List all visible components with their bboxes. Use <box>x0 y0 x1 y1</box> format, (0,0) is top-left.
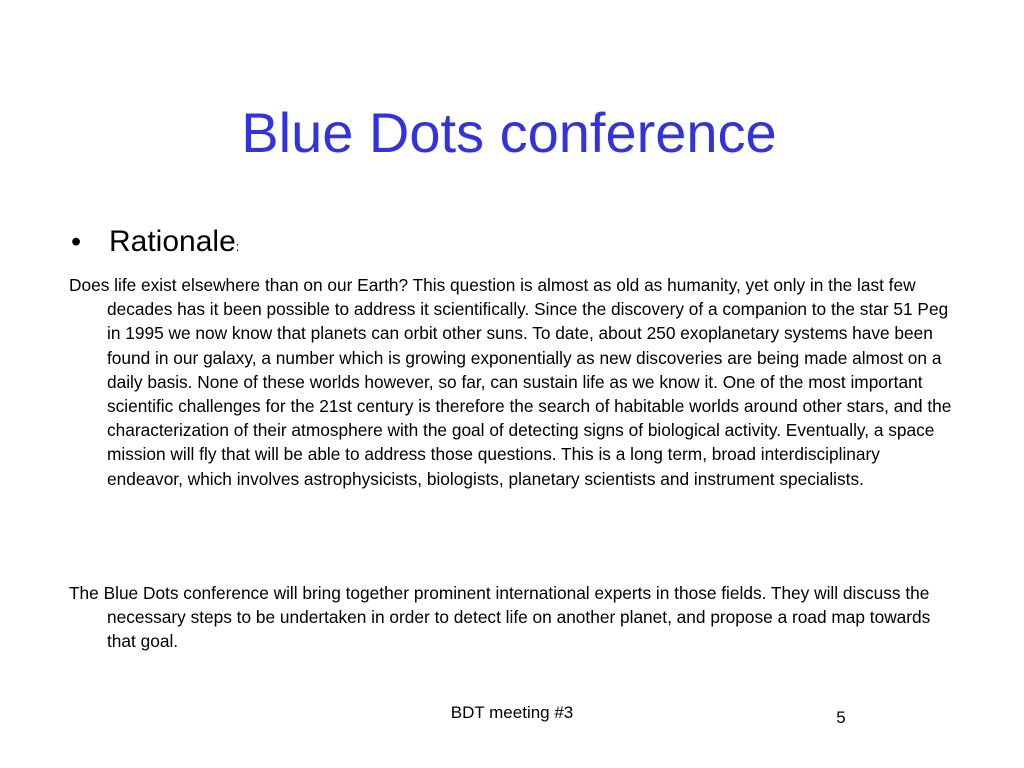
bullet-dot-icon: • <box>71 226 82 258</box>
slide-title: Blue Dots conference <box>241 101 777 164</box>
bullet-item-rationale <box>71 222 239 262</box>
page-number: 5 <box>836 708 846 727</box>
conference-paragraph: The Blue Dots conference will bring together prominent international experts in those fields. They will discuss the necessary steps to be undertaken in order to detect life on another planet, and propose a road map towards that goal. <box>69 583 931 652</box>
bullet-label: Rationale <box>109 225 236 258</box>
rationale-paragraph: Does life exist elsewhere than on our Earth? This question is almost as old as humanity, yet only in the last few decades has it been possible to address it scientifically. Since the discovery of a companion to the star 51 Peg in 1995 we now know that planets can orbit other suns. To date, about 250 exoplanetary systems have been found in our galaxy, a number which is growing exponentially as new discoveries are being made almost on a daily basis. None of these worlds however, so far, can sustain life as we know it. One of the most important scientific challenges for the 21st century is therefore the search of habitable worlds around other stars, and the characterization of their atmosphere with the goal of detecting signs of biological activity. Eventually, a space mission will fly that will be able to address those questions. This is a long term, broad interdisciplinary endeavor, which involves astrophysicists, biologists, planetary scientists and instrument specialists. <box>69 275 952 489</box>
bullet-colon: : <box>235 239 240 254</box>
footer-meeting-label: BDT meeting #3 <box>450 703 574 722</box>
